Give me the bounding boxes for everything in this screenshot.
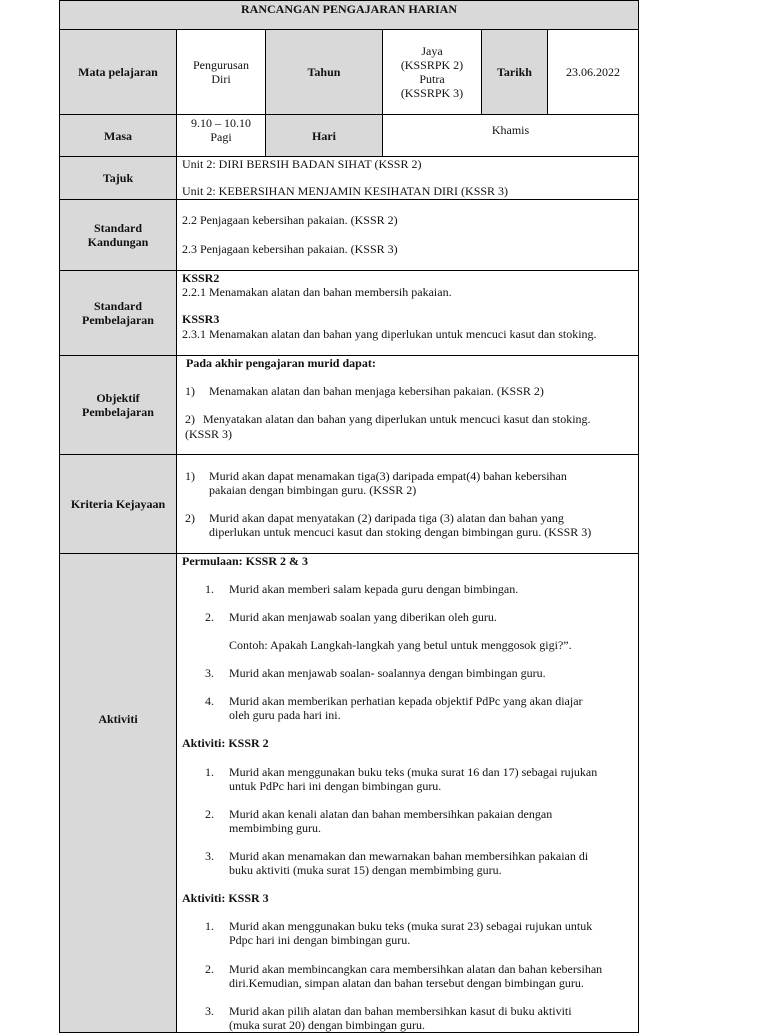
activity-label: Aktiviti	[59, 553, 177, 1033]
activity-content: Permulaan: KSSR 2 & 3 1. Murid akan memberi salam kepada guru dengan bimbingan. 2. Murid akan menjawab soalan yang diberikan oleh guru. Contoh: Apakah Langkah-langkah yang betul untuk menggosok gigi?”. 3. Murid akan menjawab soalan- soalannya dengan bimbingan guru. 4. Murid akan memberikan perhatian kepada objektif PdPc yang akan diajar oleh guru pada hari ini. Aktiviti: KSSR 2 1. Murid akan menggunakan buku teks (muka surat 16 dan 17) sebagai rujukan untuk PdPc hari ini dengan bimbingan guru. 2. Murid akan kenali alatan dan bahan membersihkan pakaian dengan membimbing guru. 3. Murid akan menamakan dan mewarnakan bahan membersihkan pakaian di buku aktiviti (muka surat 15) dengan membimbing guru. Aktiviti: KSSR 3 1. Murid akan menggunakan buku teks (muka surat 23) sebagai rujukan untuk Pdpc hari ini dengan bimbingan guru. 2. Murid akan membincangkan cara membersihkan alatan dan bahan kebersihan diri.Kemudian, simpan alatan dan bahan tersebut dengan bimbingan guru. 3. Murid akan pilih alatan dan bahan membersihkan kasut di buku aktiviti (muka surat 20) dengan bimbingan guru.	[176, 553, 639, 1033]
learning-standard: KSSR2 2.2.1 Menamakan alatan dan bahan membersih pakaian. KSSR3 2.3.1 Menamakan alatan dan bahan yang diperlukan untuk mencuci kasut dan stoking.	[176, 270, 639, 356]
objective-label: Objektif Pembelajaran	[59, 355, 177, 455]
success-criteria-label: Kriteria Kejayaan	[59, 454, 177, 554]
success-criteria: 1) Murid akan dapat menamakan tiga(3) daripada empat(4) bahan kebersihan pakaian dengan bimbingan guru. (KSSR 2) 2) Murid akan dapat menyatakan (2) daripada tiga (3) alatan dan bahan yang diperlukan untuk mencuci kasut dan stoking dengan bimbingan guru. (KSSR 3)	[176, 454, 639, 554]
learning-standard-label: Standard Pembelajaran	[59, 270, 177, 356]
time-value: 9.10 – 10.10 Pagi	[176, 114, 266, 157]
day-value: Khamis	[382, 114, 639, 157]
objective-content: Pada akhir pengajaran murid dapat: 1) Menamakan alatan dan bahan menjaga kebersihan pakaian. (KSSR 2) 2) Menyatakan alatan dan bahan yang diperlukan untuk mencuci kasut dan stoking. (KSSR 3)	[176, 355, 639, 455]
date-value: 23.06.2022	[547, 29, 639, 115]
subject-label: Mata pelajaran	[59, 29, 177, 115]
year-value: Jaya (KSSRPK 2) Putra (KSSRPK 3)	[382, 29, 482, 115]
content-standard: 2.2 Penjagaan kebersihan pakaian. (KSSR 2) 2.3 Penjagaan kebersihan pakaian. (KSSR 3)	[176, 199, 639, 271]
topic-content: Unit 2: DIRI BERSIH BADAN SIHAT (KSSR 2) Unit 2: KEBERSIHAN MENJAMIN KESIHATAN DIRI (KSSR 3)	[176, 156, 639, 200]
topic-label: Tajuk	[59, 156, 177, 200]
content-standard-label: Standard Kandungan	[59, 199, 177, 271]
day-label: Hari	[265, 114, 383, 157]
time-label: Masa	[59, 114, 177, 157]
year-label: Tahun	[265, 29, 383, 115]
subject-value: Pengurusan Diri	[176, 29, 266, 115]
plan-title: RANCANGAN PENGAJARAN HARIAN	[59, 0, 639, 30]
date-label: Tarikh	[481, 29, 548, 115]
